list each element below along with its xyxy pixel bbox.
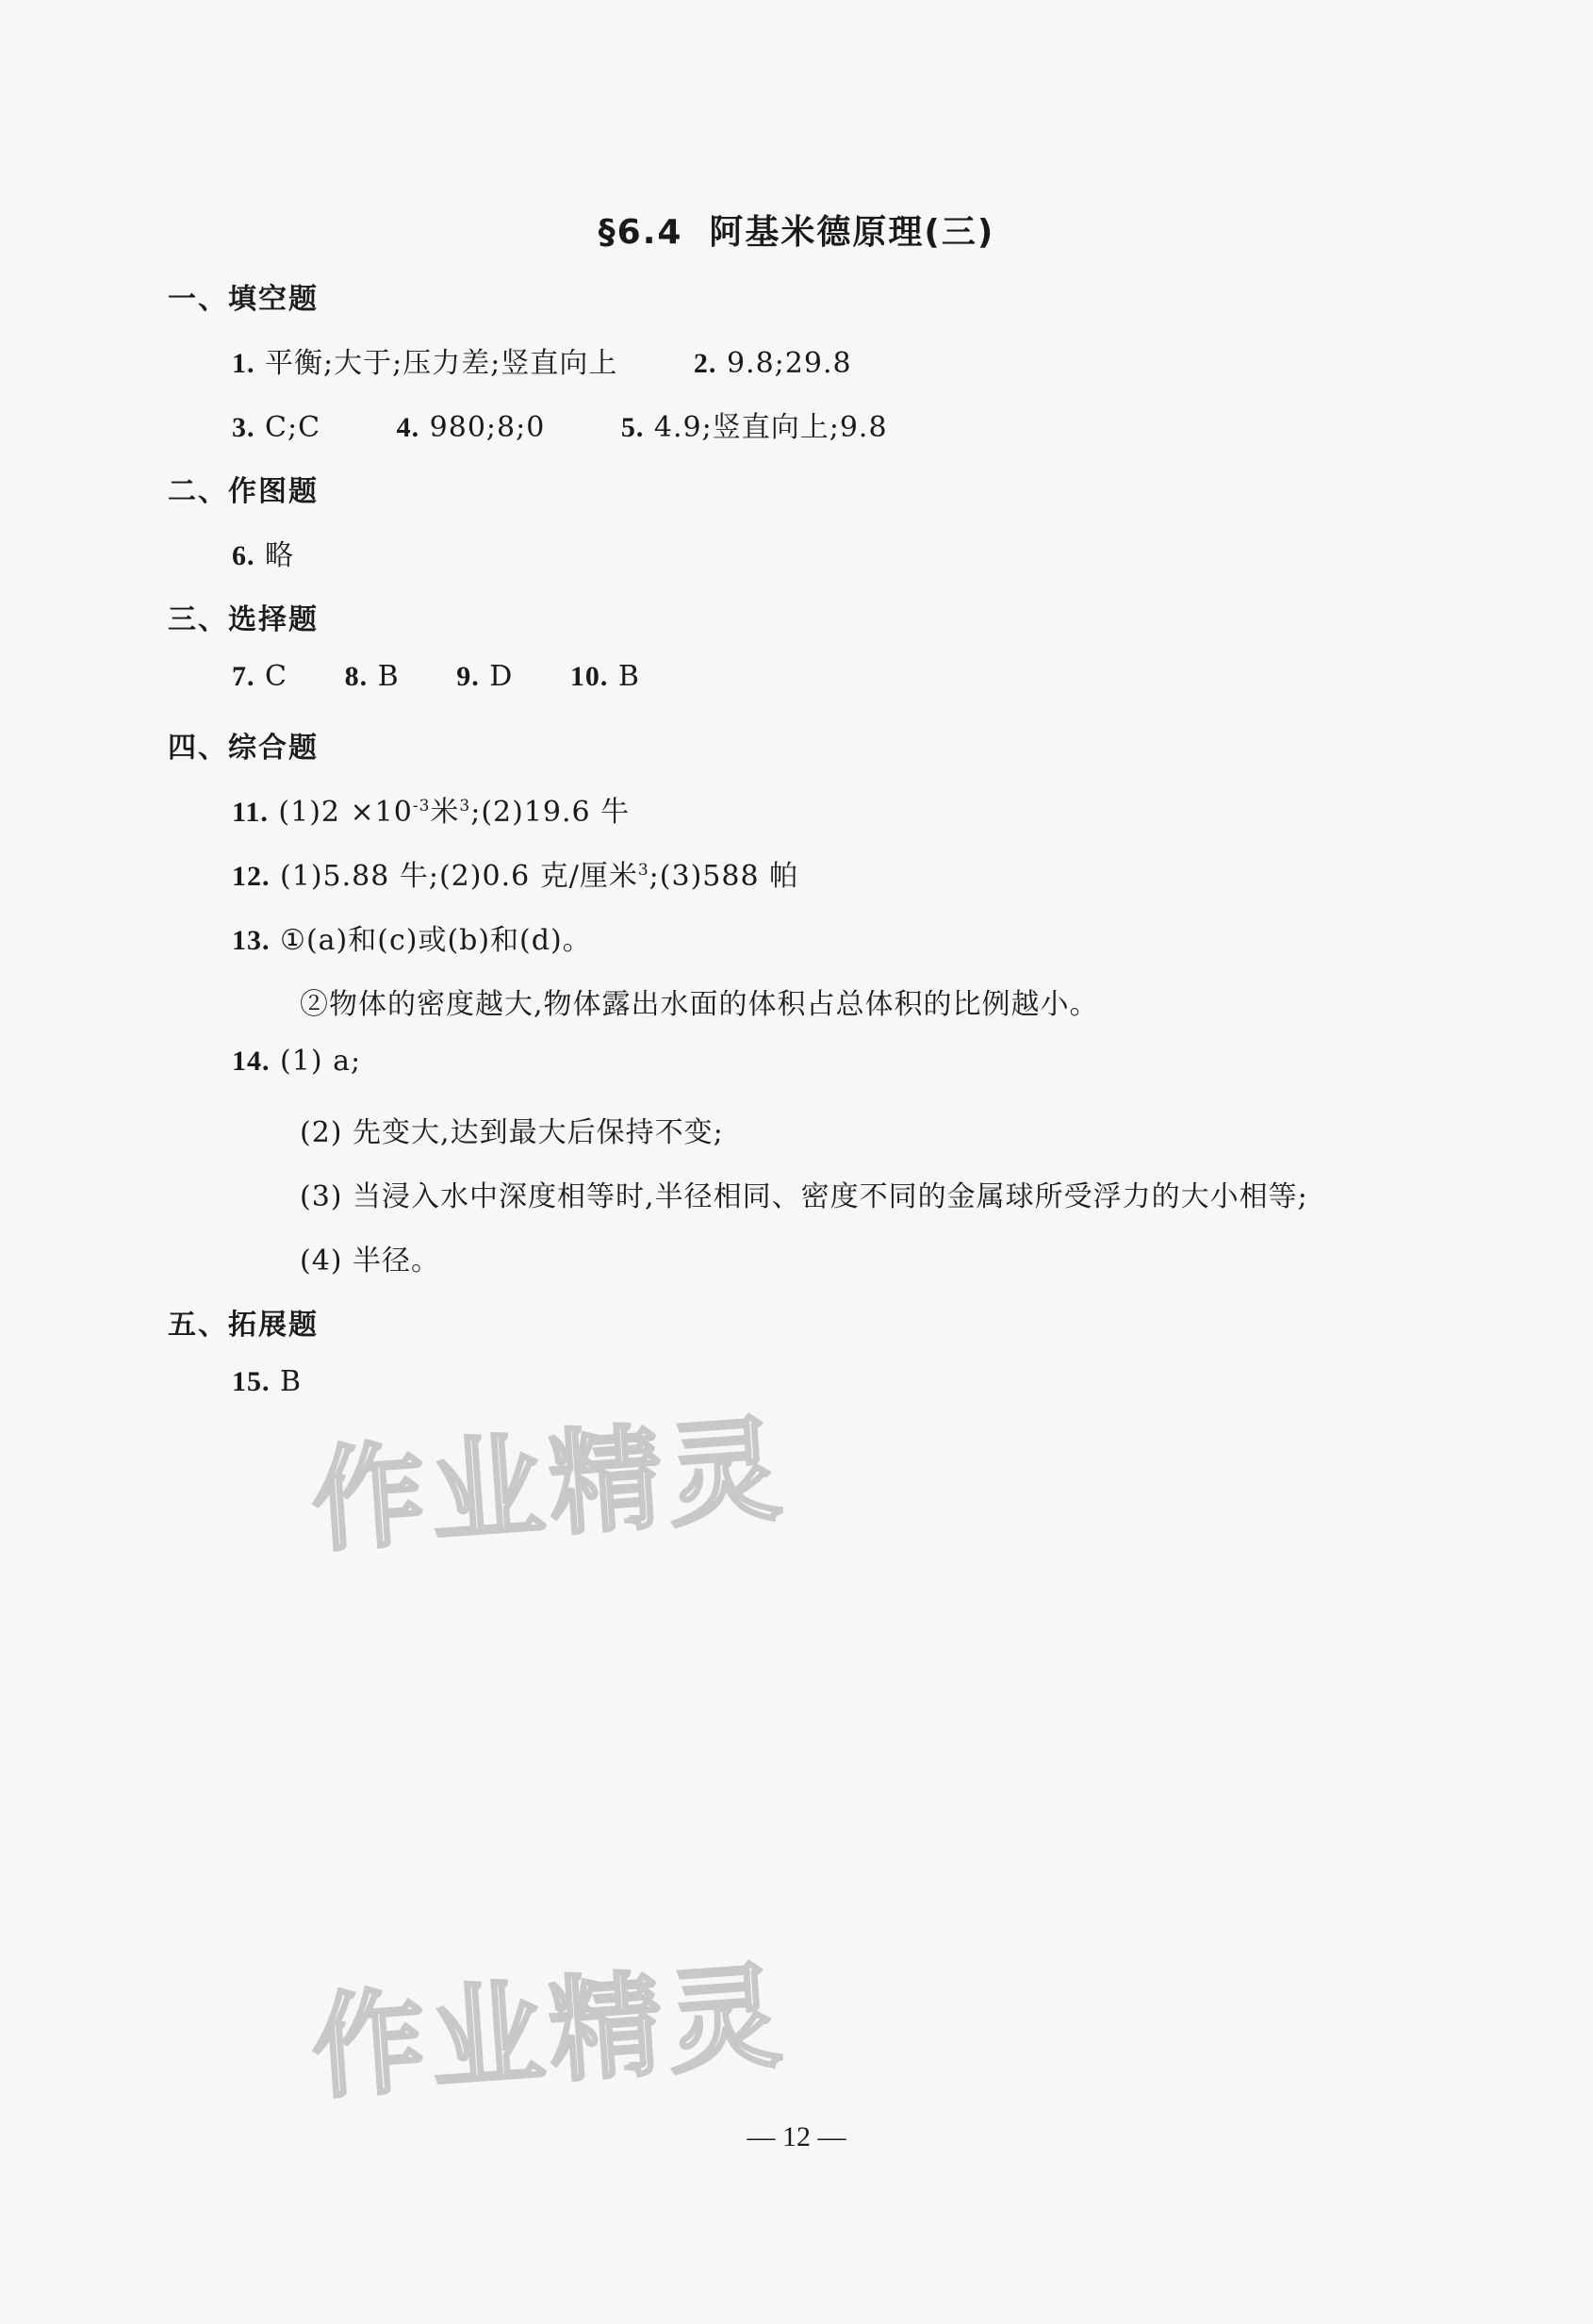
answer-text: (1)2 ×10 [278, 796, 413, 829]
section-heading-fill-in: 一、填空题 [168, 283, 319, 316]
answer-text: ②物体的密度越大,物体露出水面的体积占总体积的比例越小。 [300, 988, 1099, 1021]
question-number: 13. [232, 925, 271, 956]
answer-text: B [280, 1365, 303, 1398]
question-number: 8. [344, 661, 369, 692]
exponent: 3 [459, 797, 471, 816]
answer-line-14-2 [300, 1109, 724, 1150]
question-number: 7. [232, 661, 255, 692]
answer-text: 略 [265, 539, 295, 572]
section-heading-multiple-choice: 三、选择题 [168, 603, 319, 636]
answer-text: (4) 半径。 [300, 1244, 441, 1277]
page-number: — 12 — [747, 2121, 846, 2152]
answer-text: B [617, 660, 640, 693]
title-section-number: §6.4 [598, 213, 683, 252]
section-heading-comprehensive: 四、综合题 [168, 732, 319, 765]
answer-text: C [265, 660, 288, 693]
answer-text: D [489, 660, 514, 693]
answer-text: 4.9;竖直向上;9.8 [653, 411, 888, 444]
watermark: 作业精灵 [307, 1951, 791, 2116]
exponent: 3 [637, 861, 649, 880]
answer-line-3-5 [232, 404, 888, 445]
answer-text: ;(2)19.6 牛 [470, 796, 631, 829]
question-number: 9. [456, 661, 480, 692]
answer-text: 平衡;大于;压力差;竖直向上 [265, 347, 618, 380]
answer-text: B [377, 660, 400, 693]
answer-text: 9.8;29.8 [726, 347, 852, 380]
question-number: 15. [232, 1366, 271, 1397]
answer-line-11 [232, 788, 630, 830]
question-number: 14. [232, 1046, 271, 1077]
answer-text: (1)5.88 牛;(2)0.6 克/厘米 [280, 860, 638, 893]
answer-text: ①(a)和(c)或(b)和(d)。 [280, 924, 592, 957]
question-number: 12. [232, 861, 271, 892]
section-heading-drawing: 二、作图题 [168, 475, 319, 508]
answer-text: (3) 当浸入水中深度相等时,半径相同、密度不同的金属球所受浮力的大小相等; [300, 1180, 1308, 1213]
question-number: 4. [396, 412, 420, 443]
answer-text: C;C [265, 411, 321, 444]
answer-line-1-2 [232, 339, 852, 381]
question-number: 2. [693, 348, 717, 379]
answer-line-15 [232, 1365, 302, 1398]
question-number: 10. [569, 661, 609, 692]
watermark: 作业精灵 [307, 1404, 791, 1569]
answer-text: ;(3)588 帕 [649, 860, 799, 893]
title-text: 阿基米德原理(三) [709, 213, 995, 252]
section-heading-extension: 五、拓展题 [168, 1309, 319, 1342]
answer-line-13 [232, 916, 592, 958]
answer-line-13-2 [300, 981, 1099, 1022]
answer-line-7-10 [232, 660, 640, 693]
page-title [0, 206, 1593, 254]
question-number: 3. [232, 412, 255, 443]
answer-line-12 [232, 852, 798, 894]
question-number: 11. [232, 797, 269, 828]
answer-text: 980;8;0 [429, 411, 546, 444]
answer-text: (2) 先变大,达到最大后保持不变; [300, 1116, 724, 1149]
answer-line-6 [232, 532, 294, 573]
answer-text: (1) a; [280, 1045, 362, 1078]
answer-text: 米 [430, 796, 460, 829]
answer-line-14 [232, 1045, 361, 1078]
question-number: 1. [232, 348, 255, 379]
answer-line-14-4 [300, 1237, 440, 1278]
question-number: 6. [232, 540, 255, 571]
question-number: 5. [620, 412, 645, 443]
exponent: -3 [412, 797, 431, 816]
answer-line-14-3 [300, 1173, 1308, 1214]
